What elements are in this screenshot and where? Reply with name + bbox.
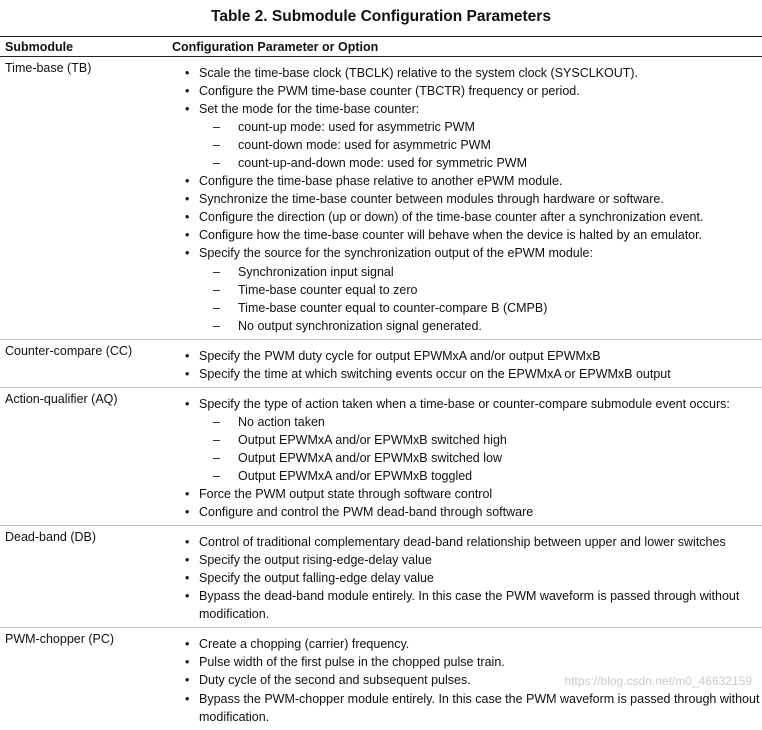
bullet-marker-icon: • bbox=[185, 535, 190, 550]
bullet-marker-icon: • bbox=[185, 655, 190, 670]
parameter-item bbox=[185, 485, 762, 503]
item-text: Specify the output rising-edge-delay value bbox=[199, 553, 432, 568]
table-row bbox=[0, 526, 762, 628]
parameter-item bbox=[185, 100, 762, 118]
parameter-item bbox=[185, 587, 762, 623]
table-row bbox=[0, 388, 762, 526]
item-text: Specify the source for the synchronization output of the ePWM module: bbox=[199, 246, 593, 261]
parameter-list bbox=[185, 526, 762, 627]
item-text: Create a chopping (carrier) frequency. bbox=[199, 637, 410, 652]
parameter-item bbox=[185, 569, 762, 587]
parameter-item bbox=[185, 690, 762, 726]
parameter-list bbox=[185, 57, 762, 339]
item-text: Synchronize the time-base counter between modules through hardware or software. bbox=[199, 192, 664, 207]
bullet-marker-icon: • bbox=[185, 366, 190, 381]
item-text: Bypass the dead-band module entirely. In this case the PWM waveform is passed through without modification. bbox=[199, 589, 740, 622]
table-row bbox=[0, 57, 762, 340]
parameter-item bbox=[185, 64, 762, 82]
dash-marker-icon: – bbox=[213, 450, 220, 465]
sub-option-item bbox=[185, 299, 762, 317]
sub-option-item bbox=[185, 431, 762, 449]
dash-marker-icon: – bbox=[213, 120, 220, 135]
dash-marker-icon: – bbox=[213, 432, 220, 447]
dash-marker-icon: – bbox=[213, 156, 220, 171]
item-text: Specify the output falling-edge delay value bbox=[199, 571, 434, 586]
item-text: Force the PWM output state through software control bbox=[199, 487, 493, 502]
sub-option-item bbox=[185, 154, 762, 172]
parameter-item bbox=[185, 365, 762, 383]
sub-option-item bbox=[185, 413, 762, 431]
bullet-marker-icon: • bbox=[185, 396, 190, 411]
item-text: Synchronization input signal bbox=[238, 264, 394, 279]
parameter-list bbox=[185, 340, 762, 387]
item-text: Pulse width of the first pulse in the chopped pulse train. bbox=[199, 655, 505, 670]
sub-option-item bbox=[185, 281, 762, 299]
dash-marker-icon: – bbox=[213, 468, 220, 483]
item-text: Configure the PWM time-base counter (TBCTR) frequency or period. bbox=[199, 84, 580, 99]
bullet-marker-icon: • bbox=[185, 228, 190, 243]
bullet-marker-icon: • bbox=[185, 210, 190, 225]
bullet-marker-icon: • bbox=[185, 553, 190, 568]
bullet-marker-icon: • bbox=[185, 505, 190, 520]
bullet-marker-icon: • bbox=[185, 246, 190, 261]
parameter-item bbox=[185, 347, 762, 365]
bullet-marker-icon: • bbox=[185, 673, 190, 688]
item-text: Configure the direction (up or down) of the time-base counter after a synchronization event. bbox=[199, 210, 704, 225]
bullet-marker-icon: • bbox=[185, 84, 190, 99]
table-header-row bbox=[0, 37, 762, 57]
header-configuration: Configuration Parameter or Option bbox=[172, 40, 379, 54]
bullet-marker-icon: • bbox=[185, 174, 190, 189]
item-text: count-down mode: used for asymmetric PWM bbox=[238, 138, 491, 153]
item-text: Scale the time-base clock (TBCLK) relative to the system clock (SYSCLKOUT). bbox=[199, 66, 639, 80]
dash-marker-icon: – bbox=[213, 282, 220, 297]
table-body bbox=[0, 57, 762, 730]
sub-option-item bbox=[185, 136, 762, 154]
bullet-marker-icon: • bbox=[185, 102, 190, 117]
bullet-marker-icon: • bbox=[185, 487, 190, 502]
dash-marker-icon: – bbox=[213, 300, 220, 315]
parameter-item bbox=[185, 244, 762, 262]
bullet-marker-icon: • bbox=[185, 571, 190, 586]
bullet-marker-icon: • bbox=[185, 691, 190, 706]
item-text: Specify the type of action taken when a time-base or counter-compare submodule event occurs: bbox=[199, 396, 730, 411]
parameter-item bbox=[185, 190, 762, 208]
submodule-name: Action-qualifier (AQ) bbox=[5, 391, 118, 406]
parameter-item bbox=[185, 395, 762, 413]
bullet-marker-icon: • bbox=[185, 589, 190, 604]
item-text: Specify the PWM duty cycle for output EPWMxA and/or output EPWMxB bbox=[199, 348, 601, 363]
parameter-item bbox=[185, 533, 762, 551]
parameter-item bbox=[185, 226, 762, 244]
sub-option-item bbox=[185, 118, 762, 136]
item-text: No output synchronization signal generated. bbox=[238, 318, 482, 333]
sub-option-item bbox=[185, 467, 762, 485]
parameter-item bbox=[185, 82, 762, 100]
item-text: count-up mode: used for asymmetric PWM bbox=[238, 120, 475, 135]
header-submodule: Submodule bbox=[5, 40, 74, 54]
item-text: Output EPWMxA and/or EPWMxB switched high bbox=[238, 432, 507, 447]
sub-option-item bbox=[185, 317, 762, 335]
watermark: https://blog.csdn.net/m0_46632159 bbox=[564, 674, 752, 688]
table-title: Table 2. Submodule Configuration Parameters bbox=[211, 8, 551, 25]
item-text: count-up-and-down mode: used for symmetric PWM bbox=[238, 156, 527, 171]
item-text: Configure the time-base phase relative to another ePWM module. bbox=[199, 174, 563, 189]
item-text: Time-base counter equal to zero bbox=[238, 282, 418, 297]
parameter-item bbox=[185, 635, 762, 653]
dash-marker-icon: – bbox=[213, 264, 220, 279]
bullet-marker-icon: • bbox=[185, 637, 190, 652]
parameter-item bbox=[185, 551, 762, 569]
submodule-name: Counter-compare (CC) bbox=[5, 343, 133, 358]
item-text: Duty cycle of the second and subsequent pulses. bbox=[199, 673, 471, 688]
sub-option-item bbox=[185, 263, 762, 281]
parameter-table bbox=[0, 36, 762, 730]
parameter-item bbox=[185, 172, 762, 190]
submodule-name: PWM-chopper (PC) bbox=[5, 632, 115, 647]
item-text: Output EPWMxA and/or EPWMxB switched low bbox=[238, 450, 502, 465]
parameter-item bbox=[185, 653, 762, 671]
dash-marker-icon: – bbox=[213, 138, 220, 153]
item-text: Control of traditional complementary dead-band relationship between upper and lower switches bbox=[199, 535, 726, 550]
item-text: Specify the time at which switching events occur on the EPWMxA or EPWMxB output bbox=[199, 366, 671, 381]
dash-marker-icon: – bbox=[213, 414, 220, 429]
item-text: Configure how the time-base counter will behave when the device is halted by an emulator. bbox=[199, 228, 703, 243]
bullet-marker-icon: • bbox=[185, 348, 190, 363]
parameter-list bbox=[185, 388, 762, 525]
submodule-name: Time-base (TB) bbox=[5, 61, 92, 75]
item-text: Bypass the PWM-chopper module entirely. In this case the PWM waveform is passed through without modification. bbox=[199, 691, 760, 724]
dash-marker-icon: – bbox=[213, 318, 220, 333]
item-text: Set the mode for the time-base counter: bbox=[199, 102, 420, 117]
item-text: Output EPWMxA and/or EPWMxB toggled bbox=[238, 468, 473, 483]
submodule-name: Dead-band (DB) bbox=[5, 530, 97, 545]
item-text: Time-base counter equal to counter-compare B (CMPB) bbox=[238, 300, 548, 315]
parameter-item bbox=[185, 208, 762, 226]
parameter-item bbox=[185, 503, 762, 521]
item-text: Configure and control the PWM dead-band through software bbox=[199, 505, 534, 520]
item-text: No action taken bbox=[238, 414, 325, 429]
sub-option-item bbox=[185, 449, 762, 467]
bullet-marker-icon: • bbox=[185, 66, 190, 80]
table-row bbox=[0, 340, 762, 388]
bullet-marker-icon: • bbox=[185, 192, 190, 207]
